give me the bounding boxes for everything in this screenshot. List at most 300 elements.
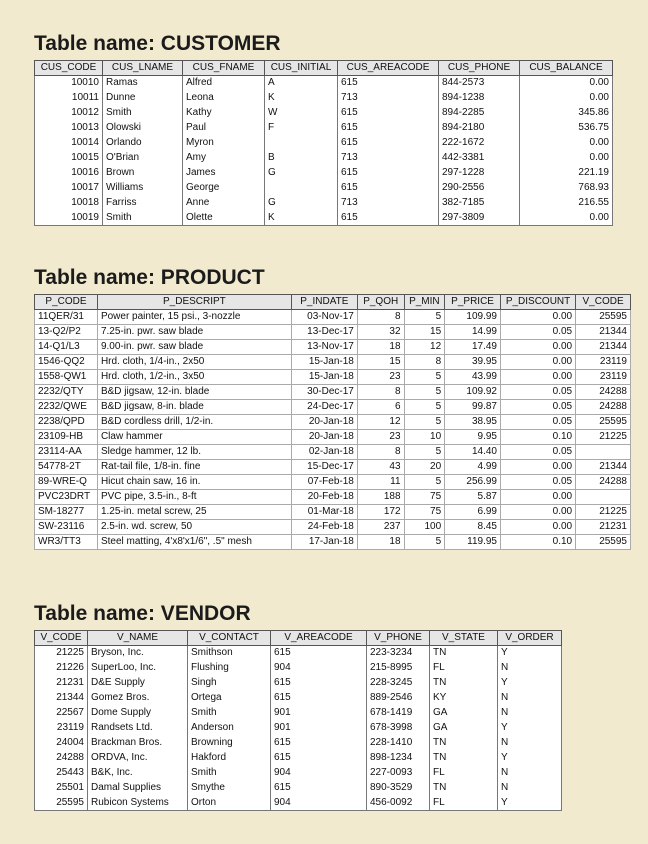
table-cell: 889-2546	[367, 691, 430, 706]
table-row	[35, 121, 613, 136]
table-cell: 38.95	[445, 415, 501, 430]
table-cell: 5	[404, 415, 445, 430]
table-cell: B&D jigsaw, 8-in. blade	[97, 400, 291, 415]
table-cell: Amy	[183, 151, 265, 166]
table-cell	[576, 445, 631, 460]
table-cell: GA	[430, 721, 498, 736]
vendor-table-title: Table name: VENDOR	[34, 602, 251, 625]
table-cell: 8	[404, 355, 445, 370]
table-cell: 898-1234	[367, 751, 430, 766]
table-cell: 0.00	[500, 355, 575, 370]
vendor-column-header: V_CONTACT	[188, 631, 271, 646]
table-cell: 2232/QTY	[35, 385, 98, 400]
customer-table-title: Table name: CUSTOMER	[34, 32, 281, 55]
table-cell: 01-Mar-18	[291, 505, 357, 520]
product-table-title: Table name: PRODUCT	[34, 266, 265, 289]
table-cell: 24288	[35, 751, 88, 766]
table-row	[35, 445, 631, 460]
table-row	[35, 151, 613, 166]
table-cell: 5	[404, 445, 445, 460]
table-cell: 9.95	[445, 430, 501, 445]
table-cell: 0.05	[500, 475, 575, 490]
table-cell: 13-Dec-17	[291, 325, 357, 340]
table-cell: 22567	[35, 706, 88, 721]
table-cell: Hakford	[188, 751, 271, 766]
table-cell: 109.99	[445, 310, 501, 325]
table-cell: 8	[357, 385, 404, 400]
table-cell: 10012	[35, 106, 103, 121]
table-cell: 0.00	[520, 76, 613, 91]
table-cell: Smith	[103, 106, 183, 121]
table-cell: Ortega	[188, 691, 271, 706]
table-cell: 24-Feb-18	[291, 520, 357, 535]
table-cell: Farriss	[103, 196, 183, 211]
table-cell: 24288	[576, 385, 631, 400]
table-row	[35, 676, 562, 691]
table-cell: Power painter, 15 psi., 3-nozzle	[97, 310, 291, 325]
table-row	[35, 721, 562, 736]
table-cell: A	[265, 76, 338, 91]
table-cell: Dome Supply	[88, 706, 188, 721]
table-cell: 5	[404, 310, 445, 325]
table-row	[35, 310, 631, 325]
table-cell: 12	[404, 340, 445, 355]
table-cell: 223-3234	[367, 646, 430, 661]
table-cell: Smith	[188, 766, 271, 781]
table-cell: Myron	[183, 136, 265, 151]
table-cell: 10017	[35, 181, 103, 196]
table-cell: 188	[357, 490, 404, 505]
table-cell: 0.00	[520, 91, 613, 106]
table-cell: F	[265, 121, 338, 136]
table-cell: 5	[404, 370, 445, 385]
table-cell: 890-3529	[367, 781, 430, 796]
table-cell: 21344	[576, 325, 631, 340]
table-cell: 21225	[576, 505, 631, 520]
table-cell: 23119	[35, 721, 88, 736]
table-cell: 39.95	[445, 355, 501, 370]
table-cell: TN	[430, 781, 498, 796]
table-cell: 24288	[576, 475, 631, 490]
table-cell: 11	[357, 475, 404, 490]
vendor-column-header: V_STATE	[430, 631, 498, 646]
table-cell: 615	[338, 136, 439, 151]
table-cell: 536.75	[520, 121, 613, 136]
table-cell: 678-1419	[367, 706, 430, 721]
table-cell: 25501	[35, 781, 88, 796]
table-cell: 713	[338, 151, 439, 166]
table-cell: 25595	[576, 535, 631, 550]
table-cell: 30-Dec-17	[291, 385, 357, 400]
table-cell: 228-3245	[367, 676, 430, 691]
product-section	[34, 266, 631, 550]
table-cell: 0.00	[500, 505, 575, 520]
product-column-header: P_DESCRIPT	[97, 295, 291, 310]
table-cell: Rat-tail file, 1/8-in. fine	[97, 460, 291, 475]
table-cell: 119.95	[445, 535, 501, 550]
table-cell: 2232/QWE	[35, 400, 98, 415]
table-cell: 10010	[35, 76, 103, 91]
table-cell: Y	[498, 751, 562, 766]
table-cell: 615	[338, 76, 439, 91]
table-cell: 0.00	[500, 490, 575, 505]
table-cell: PVC23DRT	[35, 490, 98, 505]
table-cell: G	[265, 166, 338, 181]
table-cell: 10018	[35, 196, 103, 211]
table-row	[35, 781, 562, 796]
table-cell: 5	[404, 400, 445, 415]
table-cell: 901	[271, 706, 367, 721]
table-cell: Sledge hammer, 12 lb.	[97, 445, 291, 460]
table-cell: 75	[404, 505, 445, 520]
customer-column-header: CUS_LNAME	[103, 61, 183, 76]
table-cell: 24004	[35, 736, 88, 751]
table-cell: KY	[430, 691, 498, 706]
table-cell: Claw hammer	[97, 430, 291, 445]
table-cell: 382-7185	[439, 196, 520, 211]
table-cell: D&E Supply	[88, 676, 188, 691]
customer-column-header: CUS_AREACODE	[338, 61, 439, 76]
table-cell: N	[498, 781, 562, 796]
table-cell: B&K, Inc.	[88, 766, 188, 781]
table-cell: 904	[271, 661, 367, 676]
table-cell: 0.05	[500, 325, 575, 340]
customer-column-header: CUS_FNAME	[183, 61, 265, 76]
vendor-column-header: V_CODE	[35, 631, 88, 646]
table-cell: Smith	[103, 211, 183, 226]
table-cell: 25443	[35, 766, 88, 781]
table-cell: 615	[338, 181, 439, 196]
product-column-header: P_QOH	[357, 295, 404, 310]
table-cell: Williams	[103, 181, 183, 196]
table-row	[35, 106, 613, 121]
product-column-header: P_MIN	[404, 295, 445, 310]
table-cell: 615	[271, 691, 367, 706]
table-cell: 7.25-in. pwr. saw blade	[97, 325, 291, 340]
table-row	[35, 661, 562, 676]
customer-column-header: CUS_CODE	[35, 61, 103, 76]
table-cell: WR3/TT3	[35, 535, 98, 550]
table-cell: 615	[271, 646, 367, 661]
table-cell: 23114-AA	[35, 445, 98, 460]
table-cell: 442-3381	[439, 151, 520, 166]
table-cell: 15-Jan-18	[291, 355, 357, 370]
table-cell: 256.99	[445, 475, 501, 490]
table-cell: N	[498, 661, 562, 676]
table-cell: Damal Supplies	[88, 781, 188, 796]
table-cell: 2238/QPD	[35, 415, 98, 430]
table-cell: 615	[271, 751, 367, 766]
table-cell: 894-2180	[439, 121, 520, 136]
table-cell: Smythe	[188, 781, 271, 796]
table-cell: 17-Jan-18	[291, 535, 357, 550]
table-cell: 216.55	[520, 196, 613, 211]
table-cell: 221.19	[520, 166, 613, 181]
table-cell: 03-Nov-17	[291, 310, 357, 325]
table-cell: 20-Feb-18	[291, 490, 357, 505]
table-cell: 14-Q1/L3	[35, 340, 98, 355]
table-cell: 15	[357, 355, 404, 370]
table-cell: 1546-QQ2	[35, 355, 98, 370]
table-cell: 228-1410	[367, 736, 430, 751]
table-cell: 290-2556	[439, 181, 520, 196]
table-cell: TN	[430, 676, 498, 691]
table-cell: Anderson	[188, 721, 271, 736]
table-cell: 222-1672	[439, 136, 520, 151]
table-cell: Y	[498, 721, 562, 736]
table-cell: Anne	[183, 196, 265, 211]
table-cell: 8	[357, 445, 404, 460]
table-cell: Hicut chain saw, 16 in.	[97, 475, 291, 490]
table-cell: 0.00	[520, 136, 613, 151]
product-column-header: P_PRICE	[445, 295, 501, 310]
table-row	[35, 325, 631, 340]
table-cell: 18	[357, 535, 404, 550]
table-cell: 6	[357, 400, 404, 415]
table-cell: 9.00-in. pwr. saw blade	[97, 340, 291, 355]
vendor-table	[34, 630, 562, 811]
table-cell: FL	[430, 766, 498, 781]
table-cell: 0.00	[520, 151, 613, 166]
table-row	[35, 370, 631, 385]
table-cell: 43.99	[445, 370, 501, 385]
table-cell: 18	[357, 340, 404, 355]
customer-table	[34, 60, 613, 226]
table-cell: 227-0093	[367, 766, 430, 781]
table-cell: 02-Jan-18	[291, 445, 357, 460]
table-row	[35, 691, 562, 706]
table-cell: 615	[338, 166, 439, 181]
table-cell: 713	[338, 196, 439, 211]
table-cell: 21344	[35, 691, 88, 706]
table-cell: W	[265, 106, 338, 121]
table-cell: 8.45	[445, 520, 501, 535]
customer-column-header: CUS_PHONE	[439, 61, 520, 76]
table-cell: Brown	[103, 166, 183, 181]
table-cell: 10013	[35, 121, 103, 136]
table-cell: 10014	[35, 136, 103, 151]
table-cell: K	[265, 91, 338, 106]
vendor-section	[34, 602, 562, 811]
table-cell: 901	[271, 721, 367, 736]
table-cell: Brackman Bros.	[88, 736, 188, 751]
table-cell: 0.05	[500, 445, 575, 460]
table-cell: 237	[357, 520, 404, 535]
customer-section	[34, 32, 613, 226]
customer-header-row	[35, 61, 613, 76]
table-cell: 20-Jan-18	[291, 415, 357, 430]
table-cell: Olette	[183, 211, 265, 226]
table-cell: 615	[338, 121, 439, 136]
table-cell: 4.99	[445, 460, 501, 475]
product-column-header: V_CODE	[576, 295, 631, 310]
table-cell: Y	[498, 676, 562, 691]
table-cell: 15-Jan-18	[291, 370, 357, 385]
table-row	[35, 430, 631, 445]
table-cell: Leona	[183, 91, 265, 106]
table-cell: 89-WRE-Q	[35, 475, 98, 490]
table-cell: 768.93	[520, 181, 613, 196]
table-cell: 1558-QW1	[35, 370, 98, 385]
table-cell: 14.40	[445, 445, 501, 460]
table-row	[35, 355, 631, 370]
table-row	[35, 211, 613, 226]
table-cell: George	[183, 181, 265, 196]
table-cell: 10	[404, 430, 445, 445]
table-row	[35, 796, 562, 811]
table-cell: 15-Dec-17	[291, 460, 357, 475]
table-cell: 0.00	[500, 340, 575, 355]
vendor-column-header: V_ORDER	[498, 631, 562, 646]
table-cell: 5.87	[445, 490, 501, 505]
table-cell: Hrd. cloth, 1/4-in., 2x50	[97, 355, 291, 370]
table-cell: N	[498, 766, 562, 781]
table-cell	[576, 490, 631, 505]
product-header-row	[35, 295, 631, 310]
table-cell: Smith	[188, 706, 271, 721]
table-cell: James	[183, 166, 265, 181]
table-cell: 21226	[35, 661, 88, 676]
customer-column-header: CUS_BALANCE	[520, 61, 613, 76]
table-cell: FL	[430, 796, 498, 811]
table-cell: 14.99	[445, 325, 501, 340]
table-cell: 15	[404, 325, 445, 340]
table-cell: 13-Q2/P2	[35, 325, 98, 340]
table-cell: 615	[271, 676, 367, 691]
table-cell: 2.5-in. wd. screw, 50	[97, 520, 291, 535]
vendor-column-header: V_AREACODE	[271, 631, 367, 646]
table-row	[35, 475, 631, 490]
table-cell: 215-8995	[367, 661, 430, 676]
table-cell: 0.00	[500, 370, 575, 385]
customer-column-header: CUS_INITIAL	[265, 61, 338, 76]
table-cell: 109.92	[445, 385, 501, 400]
table-row	[35, 535, 631, 550]
table-cell: 21225	[35, 646, 88, 661]
table-cell: Y	[498, 796, 562, 811]
table-cell: 21344	[576, 460, 631, 475]
table-cell: 23	[357, 370, 404, 385]
table-cell: SM-18277	[35, 505, 98, 520]
vendor-column-header: V_NAME	[88, 631, 188, 646]
table-cell: 21344	[576, 340, 631, 355]
table-cell: Kathy	[183, 106, 265, 121]
table-cell: Steel matting, 4'x8'x1/6", .5" mesh	[97, 535, 291, 550]
table-row	[35, 646, 562, 661]
table-cell: Flushing	[188, 661, 271, 676]
table-cell: Browning	[188, 736, 271, 751]
table-cell: 10011	[35, 91, 103, 106]
table-cell: 75	[404, 490, 445, 505]
product-column-header: P_INDATE	[291, 295, 357, 310]
product-column-header: P_CODE	[35, 295, 98, 310]
table-row	[35, 166, 613, 181]
table-cell: 5	[404, 535, 445, 550]
table-cell	[265, 136, 338, 151]
table-cell: 904	[271, 796, 367, 811]
table-cell: Rubicon Systems	[88, 796, 188, 811]
table-cell: 0.10	[500, 535, 575, 550]
table-cell: 0.05	[500, 415, 575, 430]
table-cell: K	[265, 211, 338, 226]
table-row	[35, 736, 562, 751]
table-cell: 615	[271, 736, 367, 751]
table-cell: SW-23116	[35, 520, 98, 535]
table-cell: 12	[357, 415, 404, 430]
table-cell: TN	[430, 646, 498, 661]
product-column-header: P_DISCOUNT	[500, 295, 575, 310]
table-cell: 0.00	[500, 310, 575, 325]
table-cell: 25595	[576, 310, 631, 325]
table-cell: Orton	[188, 796, 271, 811]
table-row	[35, 136, 613, 151]
table-cell: 0.10	[500, 430, 575, 445]
table-cell: 904	[271, 766, 367, 781]
table-cell: 0.05	[500, 385, 575, 400]
table-row	[35, 76, 613, 91]
table-cell: 11QER/31	[35, 310, 98, 325]
table-cell: 713	[338, 91, 439, 106]
table-cell: ORDVA, Inc.	[88, 751, 188, 766]
table-cell: 456-0092	[367, 796, 430, 811]
table-cell: Gomez Bros.	[88, 691, 188, 706]
table-cell: 5	[404, 475, 445, 490]
table-cell: 07-Feb-18	[291, 475, 357, 490]
table-row	[35, 520, 631, 535]
table-cell: 100	[404, 520, 445, 535]
table-cell: 20-Jan-18	[291, 430, 357, 445]
table-row	[35, 706, 562, 721]
table-cell: 0.00	[520, 211, 613, 226]
vendor-header-row	[35, 631, 562, 646]
table-cell: 10015	[35, 151, 103, 166]
table-cell: SuperLoo, Inc.	[88, 661, 188, 676]
table-row	[35, 385, 631, 400]
table-cell: 23109-HB	[35, 430, 98, 445]
table-cell: Olowski	[103, 121, 183, 136]
table-cell: 894-2285	[439, 106, 520, 121]
table-cell: 172	[357, 505, 404, 520]
table-cell: FL	[430, 661, 498, 676]
table-cell: PVC pipe, 3.5-in., 8-ft	[97, 490, 291, 505]
table-cell: 23	[357, 430, 404, 445]
table-cell: Hrd. cloth, 1/2-in., 3x50	[97, 370, 291, 385]
table-cell: 844-2573	[439, 76, 520, 91]
table-cell: 20	[404, 460, 445, 475]
table-cell: 21231	[35, 676, 88, 691]
table-cell: 21231	[576, 520, 631, 535]
table-cell: 54778-2T	[35, 460, 98, 475]
table-cell: 6.99	[445, 505, 501, 520]
table-cell: 32	[357, 325, 404, 340]
table-row	[35, 181, 613, 196]
table-cell: G	[265, 196, 338, 211]
table-cell: Y	[498, 646, 562, 661]
table-cell: 297-3809	[439, 211, 520, 226]
table-cell: Paul	[183, 121, 265, 136]
table-cell: N	[498, 736, 562, 751]
table-cell: 0.00	[500, 520, 575, 535]
table-cell: 10016	[35, 166, 103, 181]
table-cell: Alfred	[183, 76, 265, 91]
table-cell: N	[498, 691, 562, 706]
table-cell: N	[498, 706, 562, 721]
table-cell: 615	[338, 106, 439, 121]
table-cell: 25595	[576, 415, 631, 430]
table-cell: 1.25-in. metal screw, 25	[97, 505, 291, 520]
table-cell: 615	[271, 781, 367, 796]
table-row	[35, 400, 631, 415]
